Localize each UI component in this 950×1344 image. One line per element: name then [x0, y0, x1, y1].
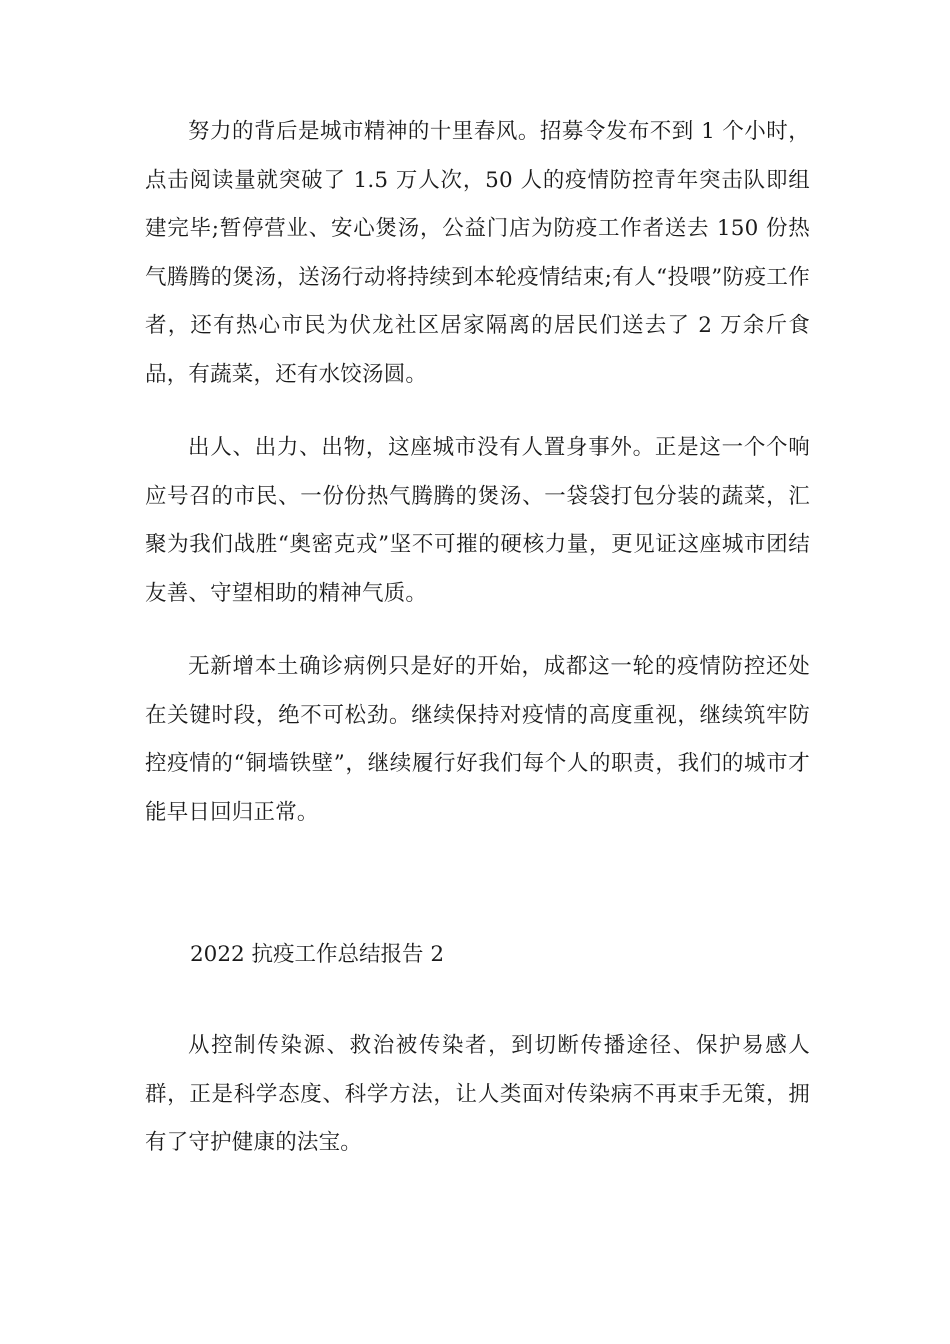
- paragraph-citizens: 出人、出力、出物，这座城市没有人置身事外。正是这一个个响应号召的市民、一份份热气腾腾的煲汤、一袋袋打包分装的蔬菜，汇聚为我们战胜“奥密克戎”坚不可摧的硬核力量，更见证这座城市团结友善、守望相助的精神气质。: [145, 435, 810, 606]
- paragraph-volunteers: 努力的背后是城市精神的十里春风。招募令发布不到 1 个小时，点击阅读量就突破了 1.5 万人次，50 人的疫情防控青年突击队即组建完毕;暂停营业、安心煲汤，公益门店为防疫工作者送去 150 份热气腾腾的煲汤，送汤行动将持续到本轮疫情结束;有人“投喂”防疫工作者，还有热心市民为伏龙社区居家隔离的居民们送去了 2 万余斤食品，有蔬菜，还有水饺汤圆。: [145, 119, 810, 387]
- paragraph-science: 从控制传染源、救治被传染者，到切断传播途径、保护易感人群，正是科学态度、科学方法，让人类面对传染病不再束手无策，拥有了守护健康的法宝。: [145, 1033, 810, 1156]
- section-heading: 2022 抗疫工作总结报告 2: [190, 942, 445, 967]
- paragraph-outlook: 无新增本土确诊病例只是好的开始，成都这一轮的疫情防控还处在关键时段，绝不可松劲。继续保持对疫情的高度重视，继续筑牢防控疫情的“铜墙铁壁”，继续履行好我们每个人的职责，我们的城市才能早日回归正常。: [145, 654, 810, 825]
